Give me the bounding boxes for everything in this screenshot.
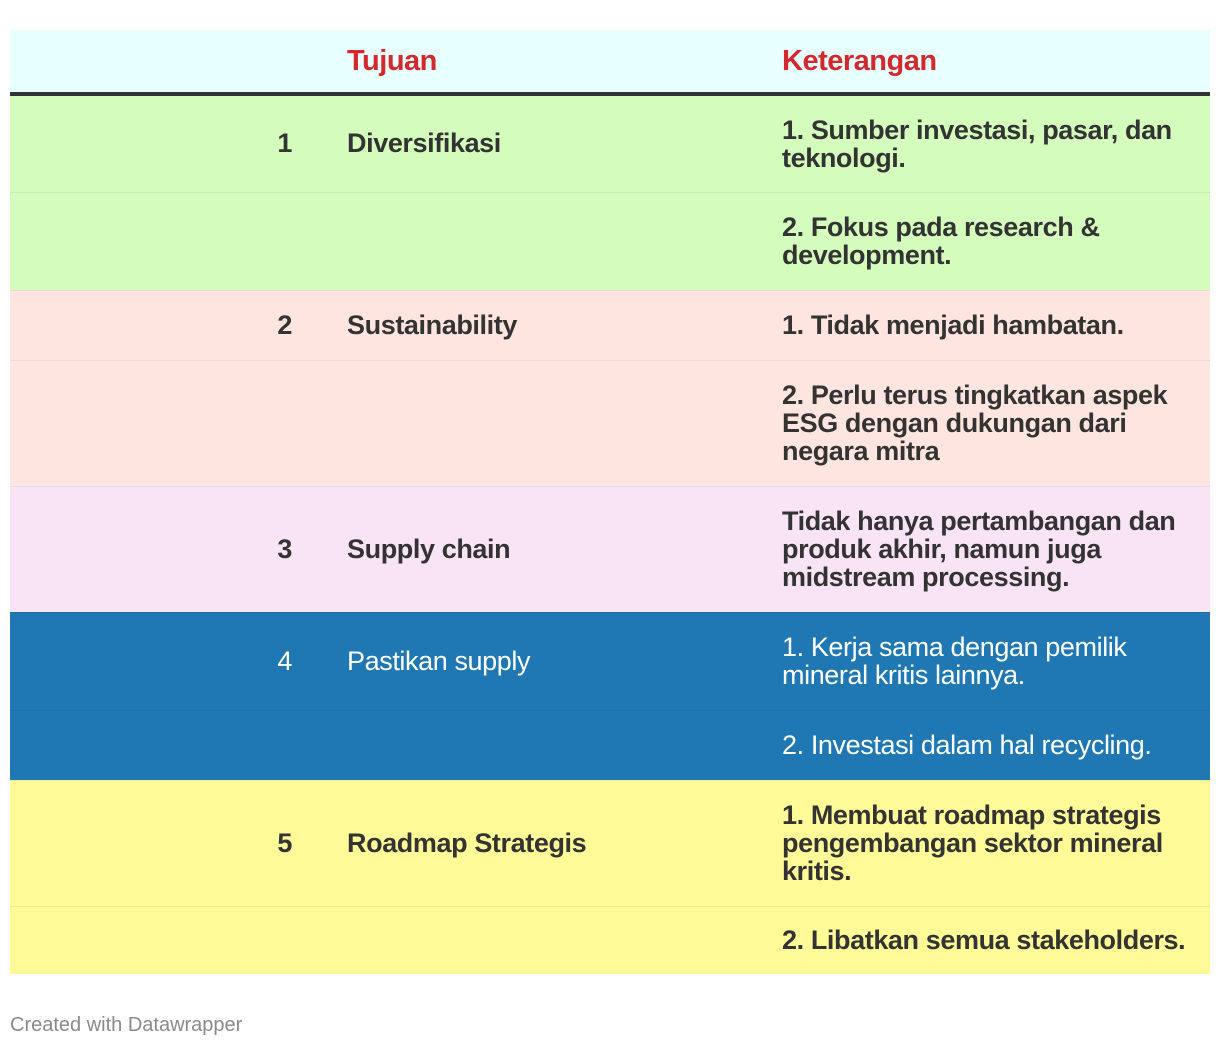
- table-row: [10, 290, 1210, 360]
- table-row: [10, 612, 1210, 710]
- row-keterangan: 2. Investasi dalam hal recycling.: [735, 710, 1210, 780]
- row-number: 3: [10, 486, 300, 612]
- row-tujuan: [300, 360, 735, 486]
- row-number: [10, 192, 300, 290]
- row-tujuan: [300, 906, 735, 974]
- header-number: [10, 30, 300, 94]
- row-keterangan: 1. Sumber investasi, pasar, dan teknologi.: [735, 94, 1210, 192]
- row-keterangan: 2. Fokus pada research & development.: [735, 192, 1210, 290]
- footer-credit: Created with Datawrapper: [10, 1014, 243, 1036]
- row-number: 5: [10, 780, 300, 906]
- row-keterangan: 2. Perlu terus tingkatkan aspek ESG dengan dukungan dari negara mitra: [735, 360, 1210, 486]
- header-tujuan: Tujuan: [300, 30, 735, 94]
- row-tujuan: Diversifikasi: [300, 94, 735, 192]
- header-row: [10, 30, 1210, 94]
- row-number: [10, 360, 300, 486]
- row-number: 2: [10, 290, 300, 360]
- row-keterangan: 1. Tidak menjadi hambatan.: [735, 290, 1210, 360]
- data-table-container: [10, 30, 1210, 974]
- row-keterangan: 1. Kerja sama dengan pemilik mineral kritis lainnya.: [735, 612, 1210, 710]
- table-row: [10, 192, 1210, 290]
- table-row: [10, 710, 1210, 780]
- row-keterangan: 2. Libatkan semua stakeholders.: [735, 906, 1210, 974]
- row-tujuan: [300, 192, 735, 290]
- table-row: [10, 780, 1210, 906]
- data-table: [10, 30, 1210, 974]
- row-tujuan: Supply chain: [300, 486, 735, 612]
- row-keterangan: 1. Membuat roadmap strategis pengembangan sektor mineral kritis.: [735, 780, 1210, 906]
- row-keterangan: Tidak hanya pertambangan dan produk akhir, namun juga midstream processing.: [735, 486, 1210, 612]
- row-tujuan: Roadmap Strategis: [300, 780, 735, 906]
- table-row: [10, 486, 1210, 612]
- row-number: 1: [10, 94, 300, 192]
- row-number: 4: [10, 612, 300, 710]
- header-keterangan: Keterangan: [735, 30, 1210, 94]
- row-number: [10, 710, 300, 780]
- row-tujuan: [300, 710, 735, 780]
- table-row: [10, 360, 1210, 486]
- row-number: [10, 906, 300, 974]
- table-row: [10, 94, 1210, 192]
- table-row: [10, 906, 1210, 974]
- table-body: [10, 94, 1210, 974]
- table-header: [10, 30, 1210, 94]
- row-tujuan: Sustainability: [300, 290, 735, 360]
- row-tujuan: Pastikan supply: [300, 612, 735, 710]
